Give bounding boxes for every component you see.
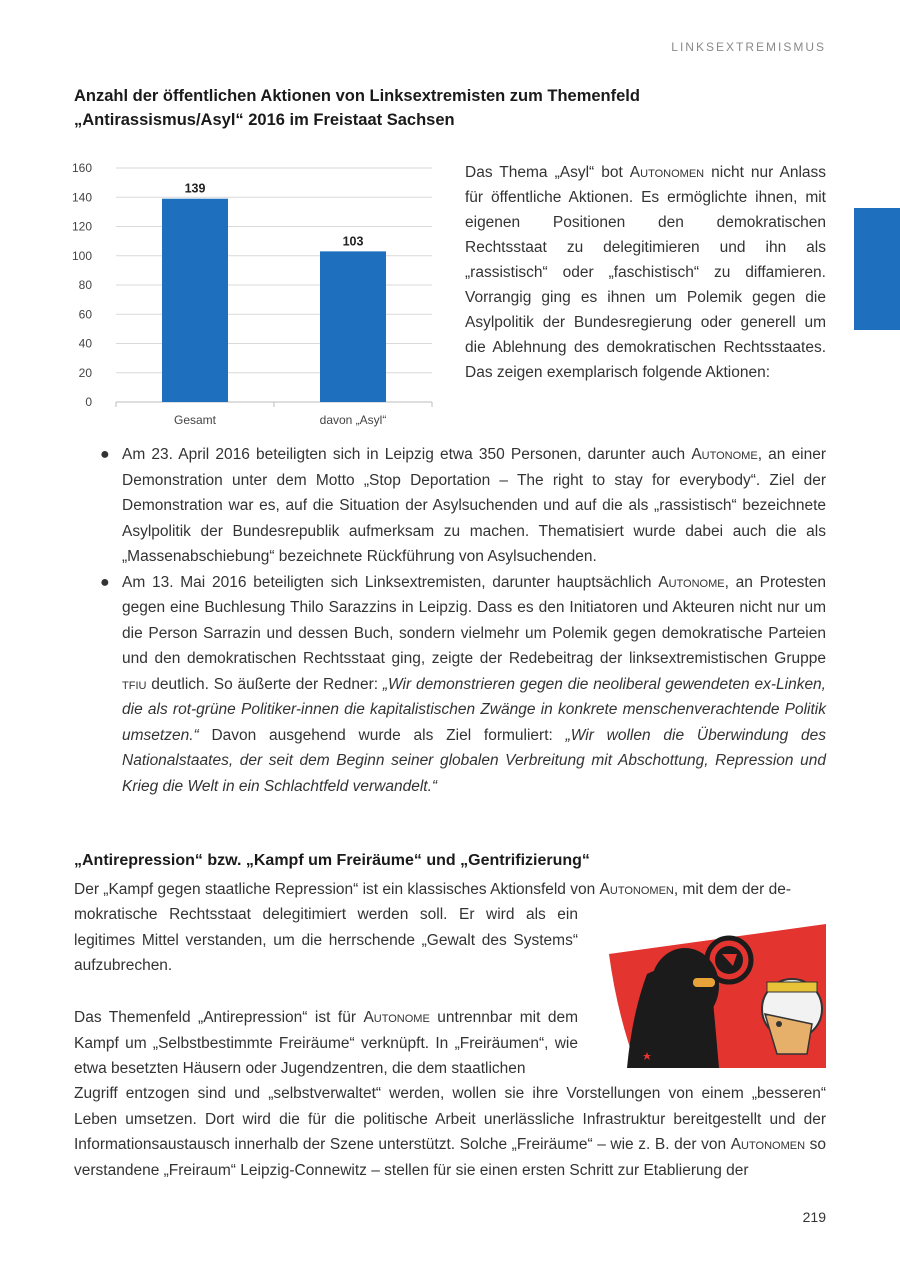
para1-text-1: Der „Kampf gegen staatliche Repression“ ist ein klassisches Aktionsfeld von [74,881,600,898]
bullet1-autonome: Autonome [691,446,758,463]
x-tick-label: davon „Asyl“ [319,413,387,427]
intro-text-1: Das Thema „Asyl“ bot [465,164,630,181]
paragraph-2 [74,1005,578,1082]
bullet2-text-1: Am 13. Mai 2016 beteiligten sich Linksextremisten, darunter hauptsächlich [122,573,659,591]
intro-text-2: nicht nur Anlass für öffentliche Aktionen. Es ermöglichte ihnen, mit eigenen Positionen den demokratischen Rechtsstaat zu delegitimieren und ihn als „rassistisch“ oder „faschistisch“ zu diffamieren. Vorrangig ging es ihnen um Polemik gegen die Asylpolitik der Bundesregierung oder generell um die Ablehnung des demokratischen Rechtsstaates. Das zeigen exemplarisch folgende Aktionen: [465,164,827,381]
list-item [100,442,826,570]
list-item [100,570,826,800]
antifa-illustration [607,914,826,1068]
y-tick-label: 80 [78,278,92,292]
paragraph-1-rest: mokratische Rechtsstaat delegitimiert werden soll. Er wird als ein legitimes Mittel verstanden, um die herrschende „Gewalt des Systems“ aufzubrechen. [74,906,578,974]
para3-text-1: Zugriff entzogen sind und „selbstverwaltet“ werden, wollen sie ihre Vorstellungen von einem „besseren“ Leben umsetzen. Dort wird die für die politische Arbeit unerlässliche Infrastruktur bereitgestellt und der Informationsaustausch innerhalb der Szene unterstützt. Solche „Freiräume“ – wie z. B. der von [74,1085,826,1153]
bullet1-text-2: , an einer Demonstration unter dem Motto „Stop Deportation – The right to stay for everybody“. Ziel der Demonstration war es, auf die Situation der Asylsuchenden und auf die als „rassistisch“ bezeichnete Asylpolitik der Bundesrepublik aufmerksam zu machen. Thematisiert wurde dabei auch die als „Massenabschiebung“ bezeichnete Rückführung von Asylsuchenden. [122,446,826,565]
bar [320,251,386,402]
para2-autonome: Autonome [363,1009,430,1026]
section-title: „Antirepression“ bzw. „Kampf um Freiräume“ und „Gentrifizierung“ [74,852,590,869]
para3-text-2: so verstandene „Freiraum“ Leipzig-Connewitz – stellen für sie einen ersten Schritt zur Etablierung der [74,1136,826,1179]
bullet2-text-4: Davon ausgehend wurde als Ziel formuliert: [198,726,566,744]
para1-text-2: , mit dem der de- [673,881,792,898]
page-number: 219 [802,1209,826,1225]
para2-text-2: untrennbar mit dem Kampf um „Selbstbestimmte Freiräume“ verknüpft. In „Freiräumen“, wie etwa besetzten Häusern oder Jugendzentren, die dem staatlichen [74,1009,578,1077]
paragraph-3 [74,1081,826,1183]
data-label: 103 [342,234,364,249]
chapter-tab-marker [854,208,900,330]
chart-title [74,84,714,132]
y-tick-label: 40 [78,336,92,351]
bullet1-text-1: Am 23. April 2016 beteiligten sich in Leipzig etwa 350 Personen, darunter auch [122,446,692,463]
bullet2-group-name: tfiu [122,675,147,693]
y-tick-label: 120 [71,219,92,234]
y-tick-label: 0 [85,395,92,409]
bullet-icon: ● [100,573,110,591]
bar-chart [66,158,446,438]
bar [162,199,228,402]
data-label: 139 [184,181,206,196]
y-tick-label: 160 [71,161,92,175]
paragraph-1-first-line [74,877,826,903]
bullet-icon: ● [100,446,110,463]
para1-autonomen: Autonomen [599,881,674,898]
y-tick-label: 100 [71,248,92,263]
intro-autonome: Autonomen [629,164,705,181]
running-head: LINKSEXTREMISMUS [671,40,826,54]
actions-list [100,442,826,799]
bullet2-quote-2: „Wir wollen die Überwindung des Nationalstaates, der seit dem Beginn seiner globalen Verbreitung mit Abschottung, Repression und Krieg die Welt in ein Schlachtfeld verwandelt.“ [122,726,826,795]
bullet2-quote-1: „Wir demonstrieren gegen die neoliberal gewendeten ex-Linken, die als rot-grüne Politiker-innen die kapitalistischen Zwänge in konkrete menschenverachtende Politik umsetzen.“ [122,675,826,744]
bullet2-text-2: , an Protesten gegen eine Buchlesung Thilo Sarazzins in Leipzig. Dass es den Initiatoren und Akteuren nicht nur um die Person Sarrazin und dessen Buch, sondern vielmehr um Polemik gegen demokratische Parteien und den demokratischen Rechtsstaat ging, zeigte der Redebeitrag der linksextremistischen Gruppe [122,573,826,667]
y-tick-label: 140 [71,190,92,205]
bullet2-autonome: Autonome [658,573,725,591]
intro-paragraph [465,160,826,385]
y-tick-label: 20 [78,365,92,380]
x-tick-label: Gesamt [173,413,217,427]
y-tick-label: 60 [78,307,92,322]
chart-title-line-2: „Antirassismus/Asyl“ 2016 im Freistaat Sachsen [74,111,455,129]
para3-autonomen: Autonomen [730,1136,806,1153]
bullet2-text-3: deutlich. So äußerte der Redner: [146,675,383,693]
para2-text-1: Das Themenfeld „Antirepression“ ist für [74,1009,364,1026]
chart-title-line-1: Anzahl der öffentlichen Aktionen von Linksextremisten zum Themenfeld [74,87,640,105]
